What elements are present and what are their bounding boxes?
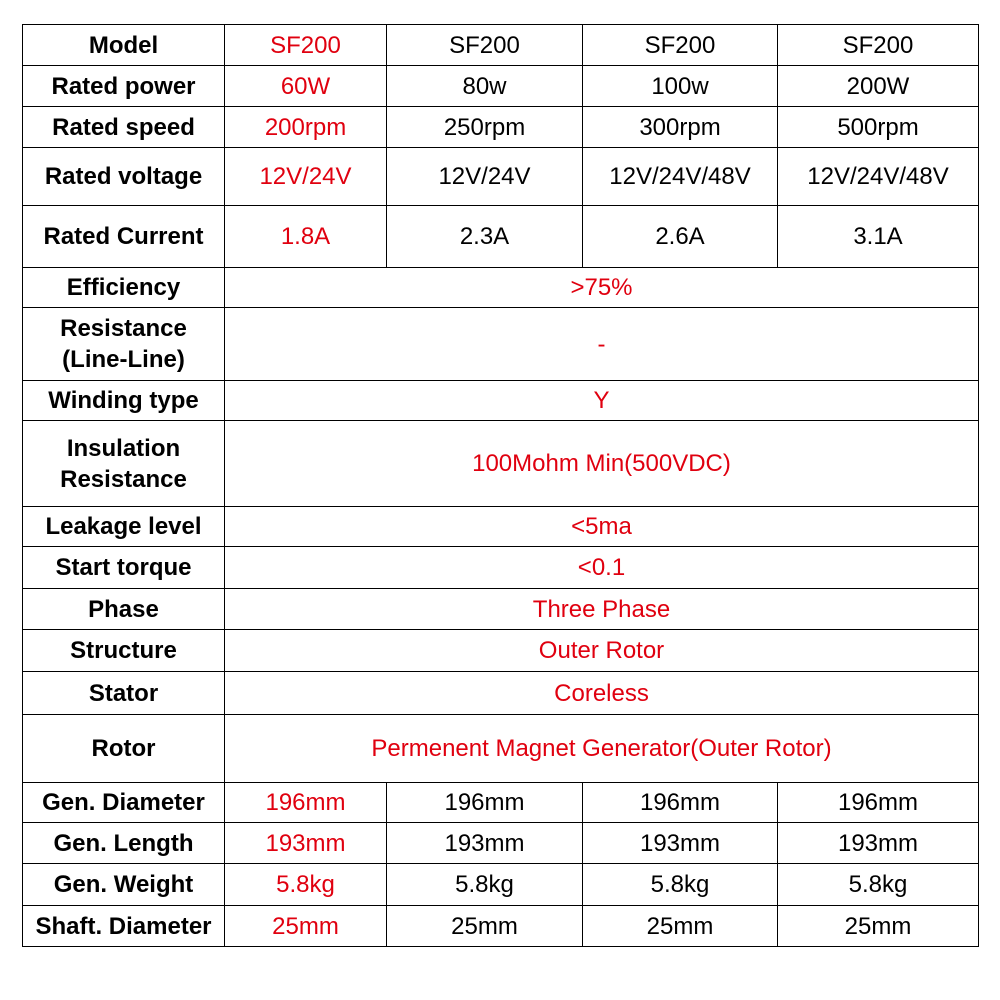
shaft-diameter-value: 25mm (387, 906, 583, 947)
row-shaft-diameter (23, 906, 979, 947)
model-value: SF200 (225, 25, 387, 66)
rated-power-value: 200W (778, 66, 979, 107)
row-label: Rated Current (23, 206, 225, 268)
winding-type-value: Y (225, 381, 979, 421)
row-label-line: Resistance (60, 315, 187, 342)
gen-weight-value: 5.8kg (583, 864, 778, 906)
gen-length-value: 193mm (583, 823, 778, 864)
row-label-line: Insulation (66, 434, 181, 462)
efficiency-value: >75% (225, 268, 979, 308)
gen-diameter-value: 196mm (778, 783, 979, 823)
resistance-value: - (225, 308, 979, 381)
row-winding-type (23, 381, 979, 421)
gen-length-value: 193mm (225, 823, 387, 864)
row-gen-weight (23, 864, 979, 906)
rated-power-value: 60W (225, 66, 387, 107)
row-label: Gen. Length (23, 823, 225, 864)
row-label: Rated power (23, 66, 225, 107)
rated-voltage-value: 12V/24V (387, 148, 583, 206)
row-rotor (23, 715, 979, 783)
row-resistance (23, 308, 979, 381)
gen-length-value: 193mm (778, 823, 979, 864)
row-rated-power (23, 66, 979, 107)
structure-value: Outer Rotor (225, 630, 979, 672)
row-label: Winding type (23, 381, 225, 421)
rated-voltage-value: 12V/24V (225, 148, 387, 206)
rated-speed-value: 300rpm (583, 107, 778, 148)
row-rated-speed (23, 107, 979, 148)
rated-power-value: 80w (387, 66, 583, 107)
gen-diameter-value: 196mm (583, 783, 778, 823)
row-label: Model (23, 25, 225, 66)
row-label: Stator (23, 672, 225, 715)
insulation-resistance-value: 100Mohm Min(500VDC) (225, 421, 979, 507)
rated-current-value: 2.6A (583, 206, 778, 268)
gen-diameter-value: 196mm (387, 783, 583, 823)
rated-speed-value: 200rpm (225, 107, 387, 148)
row-label (23, 308, 225, 381)
rated-current-value: 1.8A (225, 206, 387, 268)
row-label: Structure (23, 630, 225, 672)
row-gen-length (23, 823, 979, 864)
row-label: Gen. Diameter (23, 783, 225, 823)
row-stator (23, 672, 979, 715)
rated-speed-value: 500rpm (778, 107, 979, 148)
spec-table (22, 24, 979, 947)
row-label: Start torque (23, 547, 225, 589)
row-label: Shaft. Diameter (23, 906, 225, 947)
row-gen-diameter (23, 783, 979, 823)
row-leakage-level (23, 507, 979, 547)
stator-value: Coreless (225, 672, 979, 715)
rotor-value: Permenent Magnet Generator(Outer Rotor) (225, 715, 979, 783)
row-label: Efficiency (23, 268, 225, 308)
rated-speed-value: 250rpm (387, 107, 583, 148)
row-model (23, 25, 979, 66)
row-structure (23, 630, 979, 672)
shaft-diameter-value: 25mm (225, 906, 387, 947)
phase-value: Three Phase (225, 589, 979, 630)
gen-weight-value: 5.8kg (778, 864, 979, 906)
row-insulation-resistance (23, 421, 979, 507)
gen-weight-value: 5.8kg (225, 864, 387, 906)
row-label: Rated voltage (23, 148, 225, 206)
gen-weight-value: 5.8kg (387, 864, 583, 906)
row-rated-current (23, 206, 979, 268)
row-label: Gen. Weight (23, 864, 225, 906)
row-label: Leakage level (23, 507, 225, 547)
model-value: SF200 (778, 25, 979, 66)
rated-voltage-value: 12V/24V/48V (778, 148, 979, 206)
rated-voltage-value: 12V/24V/48V (583, 148, 778, 206)
row-label: Rated speed (23, 107, 225, 148)
leakage-level-value: <5ma (225, 507, 979, 547)
model-value: SF200 (387, 25, 583, 66)
rated-current-value: 3.1A (778, 206, 979, 268)
row-label-line: (Line-Line) (62, 346, 185, 373)
rated-power-value: 100w (583, 66, 778, 107)
row-phase (23, 589, 979, 630)
gen-length-value: 193mm (387, 823, 583, 864)
row-rated-voltage (23, 148, 979, 206)
row-label (23, 421, 225, 507)
shaft-diameter-value: 25mm (583, 906, 778, 947)
start-torque-value: <0.1 (225, 547, 979, 589)
shaft-diameter-value: 25mm (778, 906, 979, 947)
rated-current-value: 2.3A (387, 206, 583, 268)
row-label: Phase (23, 589, 225, 630)
row-label: Rotor (23, 715, 225, 783)
model-value: SF200 (583, 25, 778, 66)
row-start-torque (23, 547, 979, 589)
row-label-line: Resistance (60, 465, 187, 493)
row-efficiency (23, 268, 979, 308)
gen-diameter-value: 196mm (225, 783, 387, 823)
